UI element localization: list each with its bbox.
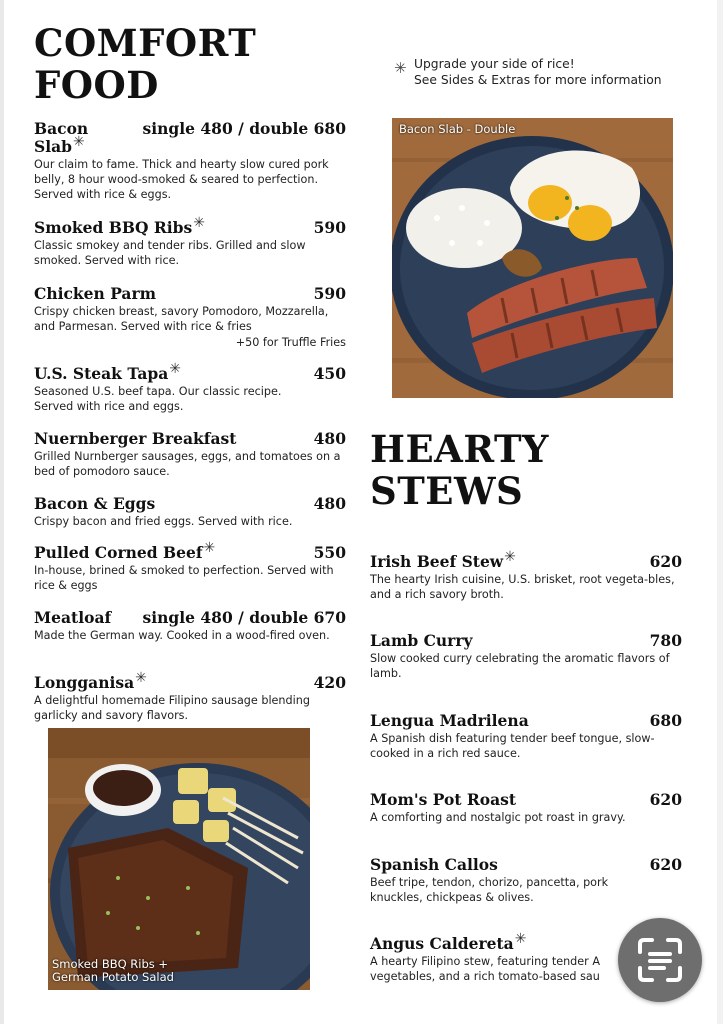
menu-item-meatloaf [34,609,346,643]
item-price: 590 [313,218,346,237]
item-name: Meatloaf [34,608,112,627]
item-description: The hearty Irish cuisine, U.S. brisket, root vegeta-bles, and a rich savory broth. [370,573,675,601]
item-description: Our claim to fame. Thick and hearty slow cured pork belly, 8 hour wood-smoked & seared to perfection. Served with rice & eggs. [34,158,329,201]
photo-caption: Bacon Slab - Double [399,122,516,136]
item-price: 450 [313,364,346,383]
photo-bbq-ribs [48,728,310,990]
stews-title-line2: STEWS [370,469,524,513]
item-description: Seasoned U.S. beef tapa. Our classic recipe. Served with rice and eggs. [34,385,282,413]
item-description: A Spanish dish featuring tender beef tongue, slow-cooked in a rich red sauce. [370,732,655,760]
item-name: Longganisa [34,673,135,692]
menu-item-angus-caldereta: Angus Caldereta✳ A hearty Filipino stew, featuring tender A vegetables, and a rich tomato-based sau [370,935,682,984]
item-name: Irish Beef Stew [370,552,504,571]
item-description: A hearty Filipino stew, featuring tender A vegetables, and a rich tomato-based sau [370,955,600,983]
item-price: 620 [649,790,682,809]
page-right-edge [717,0,723,1024]
item-price: single 480 / double 670 [142,608,346,627]
caption-line2: German Potato Salad [52,970,174,984]
menu-item-lengua-madrilena [370,712,682,761]
item-description: A delightful homemade Filipino sausage blending garlicky and savory flavors. [34,694,310,722]
item-name: U.S. Steak Tapa [34,364,169,383]
item-name: Mom's Pot Roast [370,790,517,809]
item-price: 620 [649,552,682,571]
menu-item-pulled-corned-beef: Pulled Corned Beef✳ 550 In-house, brined & smoked to perfection. Served with rice & eggs [34,539,346,592]
note-line2: See Sides & Extras for more information [414,73,662,87]
item-name: Nuernberger Breakfast [34,429,237,448]
scan-text-button[interactable] [618,918,702,1002]
menu-item-lamb-curry [370,632,682,681]
item-price: 780 [649,631,682,650]
item-price: 420 [313,673,346,692]
rice-upgrade-note [394,56,674,88]
menu-item-smoked-bbq-ribs: Smoked BBQ Ribs✳ 590 Classic smokey and tender ribs. Grilled and slow smoked. Served with rice. [34,214,346,267]
menu-item-spanish-callos [370,856,682,905]
item-description: In-house, brined & smoked to perfection. Served with rice & eggs [34,564,334,592]
item-name: Chicken Parm [34,284,157,303]
item-price: 590 [313,284,346,303]
item-price: single 480 / double 680 [142,119,346,138]
item-extra-option: +50 for Truffle Fries [235,336,346,349]
item-name: Smoked BBQ Ribs [34,218,193,237]
item-description: Made the German way. Cooked in a wood-fired oven. [34,629,330,642]
photo-caption [52,958,174,984]
caption-line1: Smoked BBQ Ribs + [52,957,169,971]
menu-item-longganisa: Longganisa✳ 420 A delightful homemade Filipino sausage blending garlicky and savory flavors. [34,669,346,722]
item-description: Slow cooked curry celebrating the aromatic flavors of lamb. [370,652,670,680]
item-price: 480 [313,429,346,448]
item-price: 550 [313,543,346,562]
menu-item-bacon-and-eggs [34,495,346,529]
comfort-title-line1: COMFORT [34,21,257,65]
item-description: Beef tripe, tendon, chorizo, pancetta, pork knuckles, chickpeas & olives. [370,876,609,904]
item-name: Pulled Corned Beef [34,543,203,562]
scan-document-icon [618,918,702,1002]
note-line1: Upgrade your side of rice! [414,57,575,71]
item-price: 480 [313,494,346,513]
menu-item-nuernberger-breakfast [34,430,346,479]
item-description: Classic smokey and tender ribs. Grilled and slow smoked. Served with rice. [34,239,306,267]
menu-item-moms-pot-roast [370,791,682,825]
comfort-food-title [34,22,256,106]
item-name-line1: Bacon [34,119,89,138]
item-name: Lengua Madrilena [370,711,529,730]
menu-item-irish-beef-stew: Irish Beef Stew✳ 620 The hearty Irish cuisine, U.S. brisket, root vegeta-bles, and a rich savory broth. [370,548,682,601]
bbq-ribs-illustration [48,728,310,990]
bacon-slab-illustration [392,118,673,398]
item-name: Bacon Slab✳ [34,119,89,156]
item-description: Crispy bacon and fried eggs. Served with rice. [34,515,293,528]
item-name: Lamb Curry [370,631,473,650]
item-name-line2: Slab [34,137,72,156]
item-description: Grilled Nurnberger sausages, eggs, and tomatoes on a bed of pomodoro sauce. [34,450,341,478]
comfort-title-line2: FOOD [34,63,159,107]
item-price: 680 [649,711,682,730]
item-name: Spanish Callos [370,855,498,874]
menu-item-chicken-parm [34,285,346,350]
item-description: A comforting and nostalgic pot roast in gravy. [370,811,626,824]
menu-item-bacon-slab [34,120,346,202]
hearty-stews-title [370,428,549,512]
item-description: Crispy chicken breast, savory Pomodoro, Mozzarella, and Parmesan. Served with rice & fries [34,305,329,333]
item-name: Angus Caldereta [370,934,514,953]
stews-title-line1: HEARTY [370,427,549,471]
item-name: Bacon & Eggs [34,494,156,513]
menu-item-us-steak-tapa: U.S. Steak Tapa✳ 450 Seasoned U.S. beef tapa. Our classic recipe. Served with rice and eggs. [34,360,346,413]
page-left-edge [0,0,4,1024]
photo-bacon-slab [392,118,673,398]
item-price: 620 [649,855,682,874]
asterisk-star-icon: ✳ [394,59,407,77]
